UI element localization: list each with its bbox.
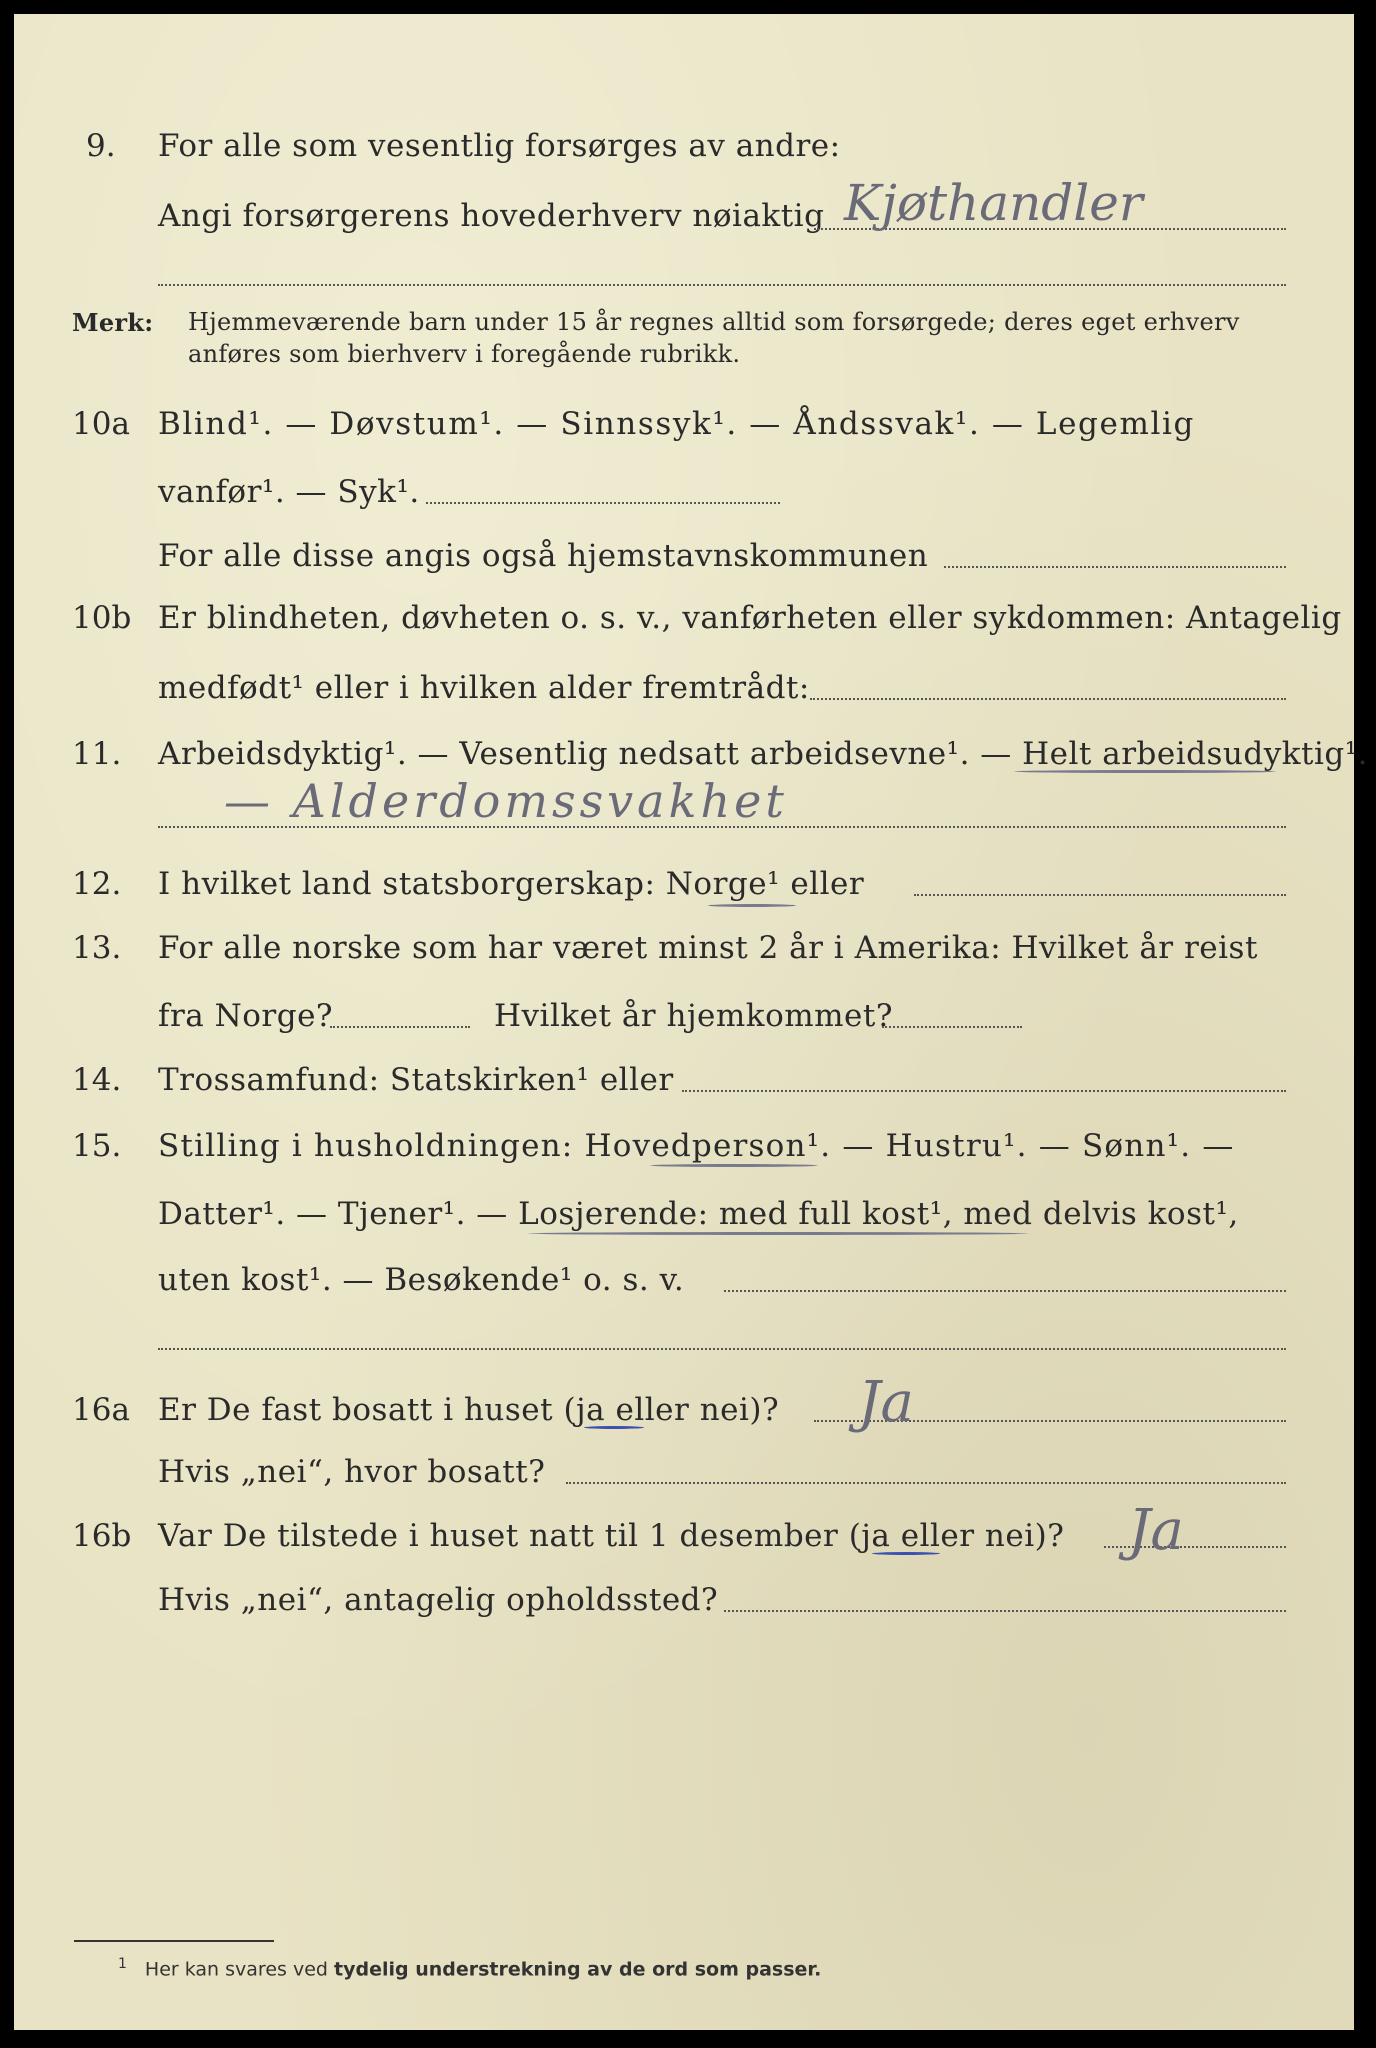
q9-number: 9. bbox=[86, 128, 116, 164]
q15-line-3: uten kost¹. — Besøkende¹ o. s. v. bbox=[158, 1262, 685, 1298]
q16b-line-1: Var De tilstede i huset natt til 1 desember (ja eller nei)? bbox=[158, 1518, 1065, 1554]
q16a-line-2: Hvis „nei“, hvor bosatt? bbox=[158, 1454, 546, 1490]
q9-handwritten-answer: Kjøthandler bbox=[844, 174, 1143, 232]
q13-reist-answer-line[interactable] bbox=[330, 1026, 470, 1028]
footnote-text: Her kan svares ved bbox=[144, 1958, 328, 1981]
footnote bbox=[118, 1956, 821, 1980]
q12-number: 12. bbox=[72, 866, 122, 902]
q13-line-1: For alle norske som har været minst 2 år i Amerika: Hvilket år reist bbox=[158, 930, 1258, 966]
q11-line-1: Arbeidsdyktig¹. — Vesentlig nedsatt arbeidsevne¹. — Helt arbeidsudyktig¹. bbox=[158, 736, 1369, 772]
q11-underline-helt-arbeidsudyktig bbox=[1014, 770, 1276, 773]
q11-answer-line[interactable] bbox=[158, 826, 1286, 828]
q16a-underline-ja bbox=[584, 1426, 644, 1429]
census-form-page bbox=[14, 14, 1369, 2030]
merk-line-2: anføres som bierhverv i foregående rubrikk. bbox=[188, 340, 741, 368]
q14-number: 14. bbox=[72, 1062, 122, 1098]
q12-answer-line[interactable] bbox=[914, 894, 1286, 896]
q16b-opholdssted-answer-line[interactable] bbox=[724, 1610, 1286, 1612]
q10a-number: 10a bbox=[72, 406, 130, 442]
footnote-mark: 1 bbox=[118, 1956, 127, 1972]
merk-line-1: Hjemmeværende barn under 15 år regnes alltid som forsørgede; deres eget erhverv bbox=[188, 308, 1240, 336]
q15-underline-hovedperson bbox=[650, 1164, 818, 1167]
q12-line-1: I hvilket land statsborgerskap: Norge¹ eller bbox=[158, 866, 865, 902]
q12-underline-norge bbox=[708, 904, 796, 907]
q10a-line-2: vanfør¹. — Syk¹. bbox=[158, 474, 420, 510]
merk-label: Merk: bbox=[72, 308, 154, 337]
q16a-line-1: Er De fast bosatt i huset (ja eller nei)? bbox=[158, 1392, 780, 1428]
q15-answer-line[interactable] bbox=[724, 1290, 1286, 1292]
q9-line-2: Angi forsørgerens hovederhverv nøiaktig bbox=[158, 198, 825, 234]
q16a-number: 16a bbox=[72, 1392, 130, 1428]
q13-number: 13. bbox=[72, 930, 122, 966]
q14-answer-line[interactable] bbox=[682, 1090, 1286, 1092]
footnote-bold-text: tydelig understrekning av de ord som passer. bbox=[334, 1958, 822, 1981]
footnote-rule bbox=[74, 1940, 274, 1942]
q10b-answer-line[interactable] bbox=[810, 698, 1286, 700]
q16b-underline-ja bbox=[872, 1552, 940, 1555]
q14-line-1: Trossamfund: Statskirken¹ eller bbox=[158, 1062, 674, 1098]
q10b-number: 10b bbox=[72, 600, 132, 636]
q15-line-1: Stilling i husholdningen: Hovedperson¹. — Hustru¹. — Sønn¹. — bbox=[158, 1128, 1235, 1164]
q13-hjemkommet-answer-line[interactable] bbox=[882, 1026, 1022, 1028]
q11-handwritten-answer: — Alderdomssvakhet bbox=[224, 774, 788, 828]
q10b-line-2: medfødt¹ eller i hvilken alder fremtrådt: bbox=[158, 670, 810, 706]
q16b-line-2: Hvis „nei“, antagelig opholdssted? bbox=[158, 1582, 719, 1618]
q16a-handwritten-answer: Ja bbox=[858, 1370, 914, 1435]
q10a-line-3: For alle disse angis også hjemstavnskommunen bbox=[158, 538, 929, 574]
q15-number: 15. bbox=[72, 1128, 122, 1164]
q13-line-2b: Hvilket år hjemkommet? bbox=[494, 998, 893, 1034]
q16a-bosatt-answer-line[interactable] bbox=[566, 1482, 1286, 1484]
q10a-answer-line-1[interactable] bbox=[426, 502, 780, 504]
q10b-line-1: Er blindheten, døvheten o. s. v., vanførheten eller sykdommen: Antagelig bbox=[158, 600, 1342, 636]
q15-answer-line-2[interactable] bbox=[158, 1348, 1286, 1350]
q16b-number: 16b bbox=[72, 1518, 132, 1554]
q11-number: 11. bbox=[72, 736, 122, 772]
q9-answer-line-2[interactable] bbox=[158, 284, 1286, 286]
q15-underline-losjerende bbox=[528, 1232, 1028, 1235]
q15-line-2: Datter¹. — Tjener¹. — Losjerende: med full kost¹, med delvis kost¹, bbox=[158, 1196, 1239, 1232]
q10a-line-1: Blind¹. — Døvstum¹. — Sinnssyk¹. — Åndssvak¹. — Legemlig bbox=[158, 406, 1195, 442]
q13-line-2a: fra Norge? bbox=[158, 998, 334, 1034]
q9-line-1: For alle som vesentlig forsørges av andre: bbox=[158, 128, 841, 164]
q16b-handwritten-answer: Ja bbox=[1128, 1498, 1184, 1563]
q10a-answer-line-2[interactable] bbox=[944, 566, 1286, 568]
